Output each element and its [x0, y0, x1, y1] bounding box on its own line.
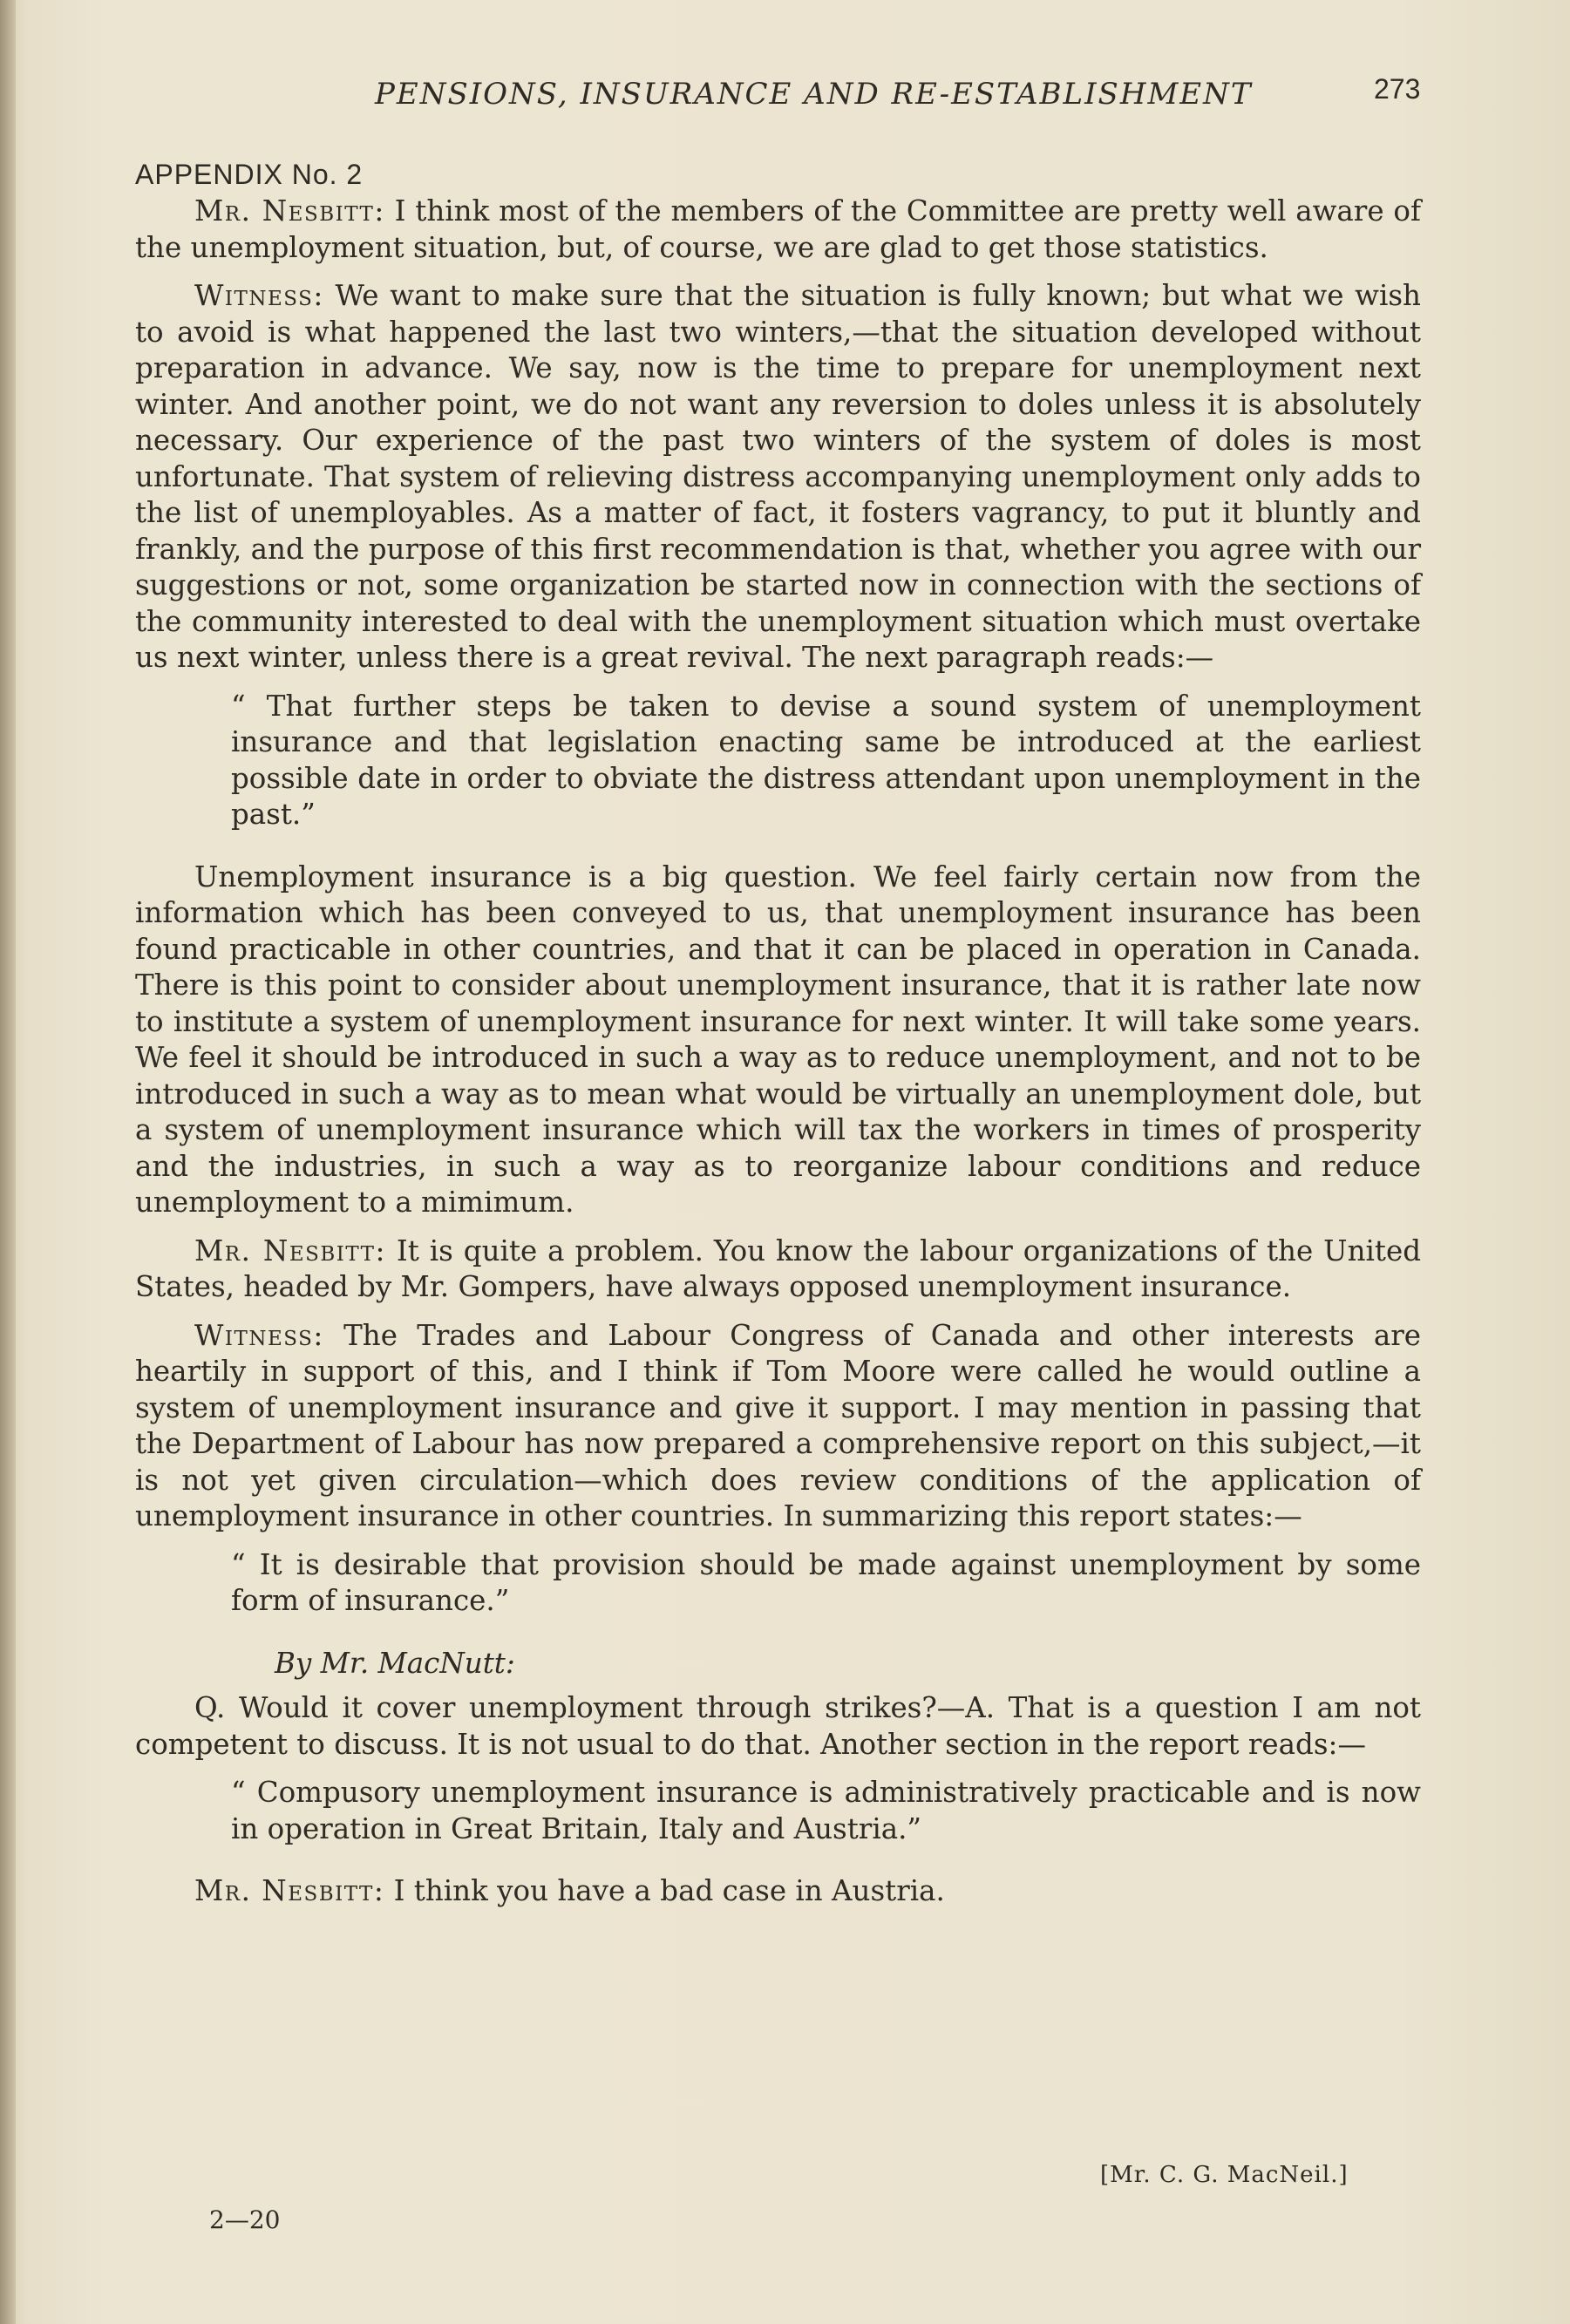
paragraph-text: The Trades and Labour Congress of Canada and other interests are heartily in support of this, and I think if Tom Moore were called he would outline a system of unemployment insurance and give it support. I may mention in passing that the Department of Labour has now prepared a comprehensive report on this subject,—it is not yet given circulation—which does review conditions of the application of unemployment insurance in other countries. In summarizing this report states:—: [135, 1318, 1421, 1532]
paragraph-nesbitt-2: [135, 1233, 1421, 1306]
paragraph-nesbitt-1: [135, 194, 1421, 266]
signature-mark: 2—20: [209, 2205, 281, 2234]
speaker-name: Witness:: [194, 279, 324, 312]
block-quote-1: [231, 689, 1421, 833]
paragraph-witness-2: [135, 860, 1421, 1221]
speaker-name: Witness:: [194, 1318, 324, 1352]
paragraph-witness-1: [135, 278, 1421, 676]
page-binding-edge: [0, 0, 16, 2324]
block-quote-3: [231, 1775, 1421, 1847]
paragraph-question: [135, 1690, 1421, 1763]
appendix-label: APPENDIX No. 2: [135, 159, 364, 190]
paragraph-text: I think you have a bad case in Austria.: [384, 1874, 945, 1907]
paragraph-text: Q. Would it cover unemployment through strikes?—A. That is a question I am not competent to discuss. It is not usual to do that. Another section in the report reads:—: [135, 1691, 1421, 1761]
paragraph-text: Unemployment insurance is a big question. We feel fairly certain now from the information which has been conveyed to us, that unemployment insurance has been found practicable in other countries, and that it can be placed in operation in Canada. There is this point to consider about unemployment insurance, that it is rather late now to institute a system of unemployment insurance for next winter. It will take some years. We feel it should be introduced in such a way as to reduce unemployment, and not to be introduced in such a way as to mean what would be virtually an unemployment dole, but a system of unemployment insurance which will tax the workers in times of prosperity and the industries, in such a way as to reorganize labour conditions and reduce unemployment to a mimimum.: [135, 860, 1421, 1219]
speaker-name: Mr. Nesbitt:: [194, 194, 385, 228]
paragraph-witness-3: [135, 1318, 1421, 1535]
quote-text: “ That further steps be taken to devise a sound system of unemployment insurance and that legislation enacting same be introduced at the earliest possible date in order to obviate the distress attendant upon unemployment in the past.”: [231, 689, 1421, 831]
page-number: 273: [1374, 73, 1421, 105]
examiner-byline: By Mr. MacNutt:: [275, 1646, 515, 1680]
witness-attribution: [Mr. C. G. MacNeil.]: [1100, 2162, 1349, 2188]
speaker-name: Mr. Nesbitt:: [194, 1874, 385, 1907]
speaker-name: Mr. Nesbitt:: [194, 1233, 386, 1267]
quote-text: “ Compusory unemployment insurance is administratively practicable and is now in operation in Great Britain, Italy and Austria.”: [231, 1776, 1421, 1845]
paragraph-text: I think most of the members of the Committee are pretty well aware of the unemployment situation, but, of course, we are glad to get those statistics.: [135, 194, 1421, 264]
quote-text: “ It is desirable that provision should be made against unemployment by some form of insurance.”: [231, 1547, 1421, 1617]
paragraph-nesbitt-3: [135, 1873, 1421, 1910]
running-header: PENSIONS, INSURANCE AND RE-ESTABLISHMENT: [375, 77, 1253, 112]
block-quote-2: [231, 1547, 1421, 1620]
paragraph-text: We want to make sure that the situation is fully known; but what we wish to avoid is what happened the last two winters,—that the situation developed without preparation in advance. We say, now is the time to prepare for unemployment next winter. And another point, we do not want any reversion to doles unless it is absolutely necessary. Our experience of the past two winters of the system of doles is most unfortunate. That system of relieving distress accompanying unemployment only adds to the list of unemployables. As a matter of fact, it fosters vagrancy, to put it bluntly and frankly, and the purpose of this first recommendation is that, whether you agree with our suggestions or not, some organization be started now in connection with the sections of the community interested to deal with the unemployment situation which must overtake us next winter, unless there is a great revival. The next paragraph reads:—: [135, 279, 1421, 674]
document-body: [135, 194, 1421, 1922]
paragraph-text: It is quite a problem. You know the labour organizations of the United States, headed by Mr. Gompers, have always opposed unemployment insurance.: [135, 1233, 1421, 1303]
